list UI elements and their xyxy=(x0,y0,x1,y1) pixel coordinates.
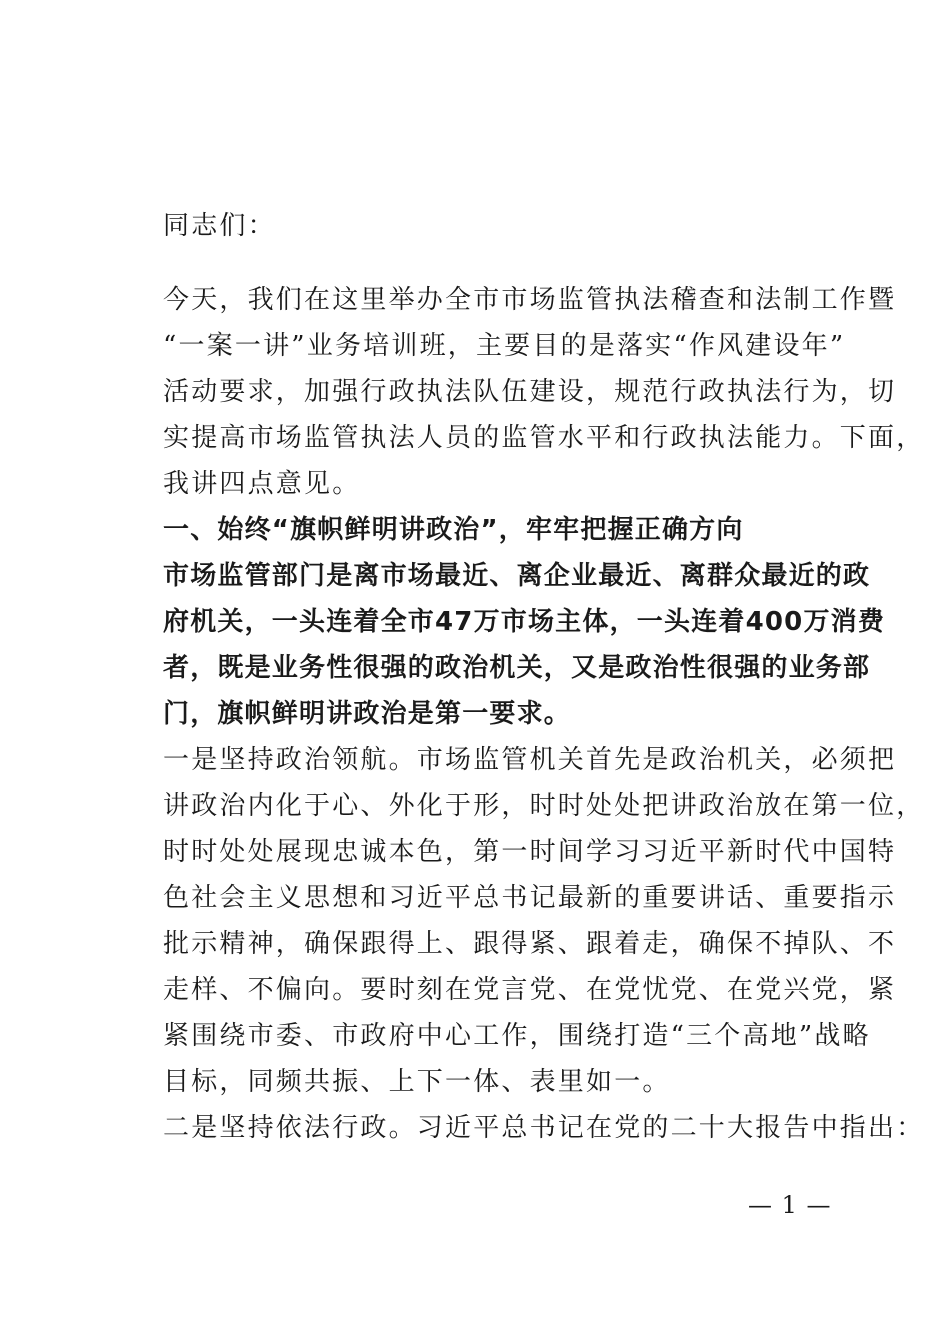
section-lead-line-3: 者，既是业务性很强的政治机关，又是政治性很强的业务部 xyxy=(163,653,871,683)
point2-line-1: 二是坚持依法行政。习近平总书记在党的二十大报告中指出： xyxy=(163,1113,925,1143)
point1-line-1: 一是坚持政治领航。市场监管机关首先是政治机关，必须把 xyxy=(163,745,897,775)
section-heading: 一、始终“旗帜鲜明讲政治”，牢牢把握正确方向 xyxy=(163,515,744,545)
section-lead-line-2: 府机关，一头连着全市47万市场主体，一头连着400万消费 xyxy=(163,607,886,637)
intro-line-5: 我讲四点意见。 xyxy=(163,469,361,499)
point1-line-4: 色社会主义思想和习近平总书记最新的重要讲话、重要指示 xyxy=(163,883,897,913)
point1-line-3: 时时处处展现忠诚本色，第一时间学习习近平新时代中国特 xyxy=(163,837,897,867)
section-lead-line-4: 门，旗帜鲜明讲政治是第一要求。 xyxy=(163,699,572,729)
point1-line-8: 目标，同频共振、上下一体、表里如一。 xyxy=(163,1067,671,1097)
point1-line-5: 批示精神，确保跟得上、跟得紧、跟着走，确保不掉队、不 xyxy=(163,929,897,959)
greeting: 同志们： xyxy=(163,211,276,241)
intro-line-4: 实提高市场监管执法人员的监管水平和行政执法能力。下面， xyxy=(163,423,925,453)
point1-line-6: 走样、不偏向。要时刻在党言党、在党忧党、在党兴党，紧 xyxy=(163,975,897,1005)
page-number: — 1 — xyxy=(748,1191,832,1219)
section-lead-line-1: 市场监管部门是离市场最近、离企业最近、离群众最近的政 xyxy=(163,561,871,591)
intro-line-2: “一案一讲”业务培训班，主要目的是落实“作风建设年” xyxy=(163,331,846,361)
intro-line-3: 活动要求，加强行政执法队伍建设，规范行政执法行为，切 xyxy=(163,377,897,407)
point1-line-7: 紧围绕市委、市政府中心工作，围绕打造“三个高地”战略 xyxy=(163,1021,871,1051)
point1-line-2: 讲政治内化于心、外化于形，时时处处把讲政治放在第一位， xyxy=(163,791,925,821)
intro-line-1: 今天，我们在这里举办全市市场监管执法稽查和法制工作暨 xyxy=(163,285,897,315)
